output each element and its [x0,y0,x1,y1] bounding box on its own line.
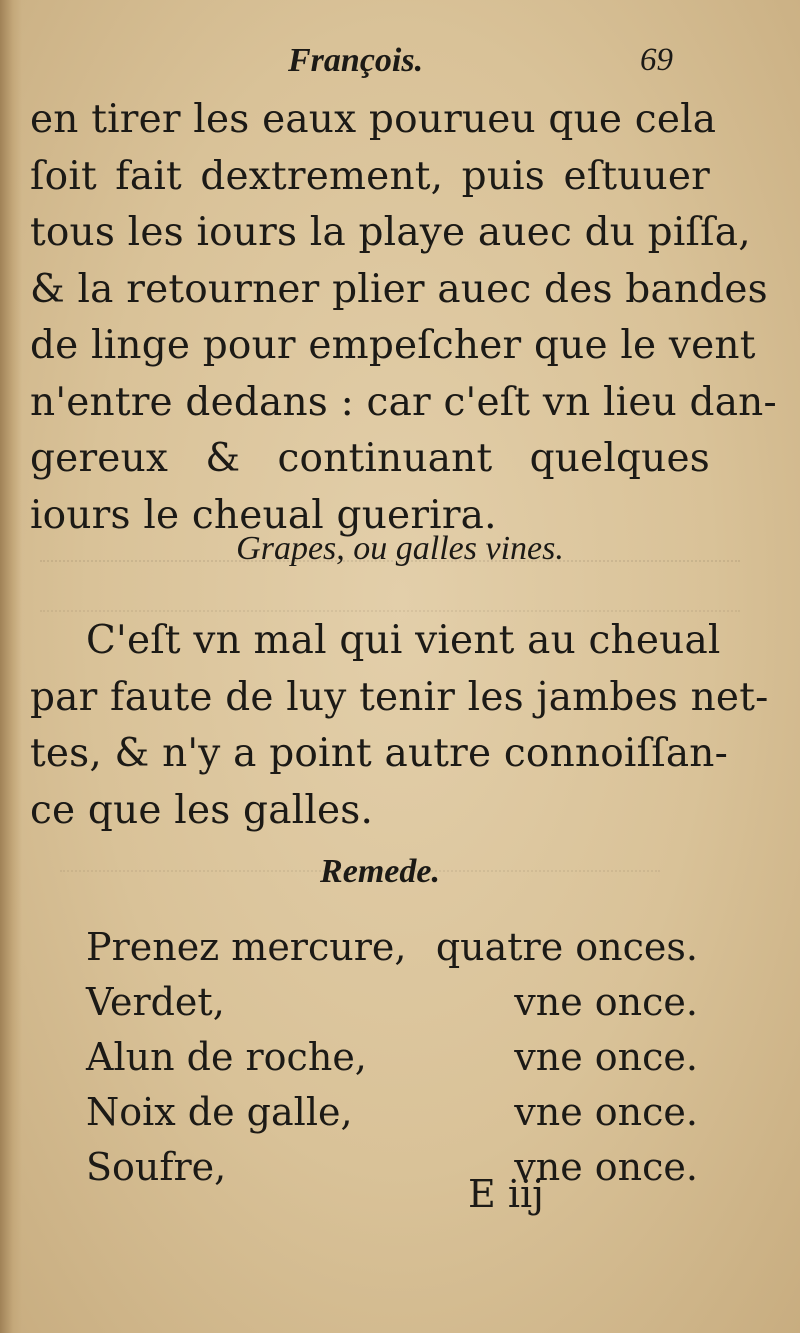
recipe-ingredient: Soufre, [86,1145,227,1189]
text-line: C'eſt vn mal qui vient au cheual [86,618,721,663]
page-header [0,42,800,92]
recipe-ingredient: Verdet, [86,980,225,1024]
recipe-row [86,975,698,1030]
recipe-quantity: vne once. [514,1145,698,1189]
recipe-row [86,920,698,975]
recipe-row [86,1085,698,1140]
text-line: par faute de luy tenir les jambes net- [30,674,769,720]
paragraph-grapes [30,613,769,839]
recipe-row [86,1030,698,1085]
text-line: tous les iours la playe auec du piſſa, [30,210,751,255]
text-line: de linge pour empeſcher que le vent [30,323,756,368]
text-line: n'entre dedans : car c'eſt vn lieu dan- [30,379,777,425]
signature-mark: E iij [468,1172,544,1216]
text-line: & la retourner plier auec des bandes [30,266,768,312]
text-line: ſoit fait dextrement, puis eſtuuer [30,153,710,199]
text-line: iours le cheual guerira. [30,492,497,538]
recipe-ingredient: Noix de galle, [86,1090,353,1134]
recipe-quantity: vne once. [514,980,698,1024]
show-through-mark [40,570,740,612]
section-heading-remede: Remede. [320,853,440,890]
recipe-quantity: vne once. [514,1090,698,1134]
running-head: François. [288,42,424,79]
recipe-ingredient: Alun de roche, [86,1035,367,1079]
recipe-quantity: vne once. [514,1035,698,1079]
page-gutter-shadow [0,0,22,1333]
recipe-row [86,1140,698,1195]
text-line: tes, & n'y a point autre connoiſſan- [30,731,728,776]
text-line: ce que les galles. [30,787,374,833]
recipe-list [86,920,698,1195]
text-line: en tirer les eaux pourueu que cela [30,97,717,142]
text-line: gereux & continuant quelques [30,436,710,481]
paragraph-continued [30,92,777,544]
page-number: 69 [640,42,673,78]
section-heading-grapes: Grapes, ou galles vines. [236,530,564,567]
recipe-ingredient: Prenez mercure, [86,925,407,969]
recipe-quantity: quatre onces. [435,925,698,969]
